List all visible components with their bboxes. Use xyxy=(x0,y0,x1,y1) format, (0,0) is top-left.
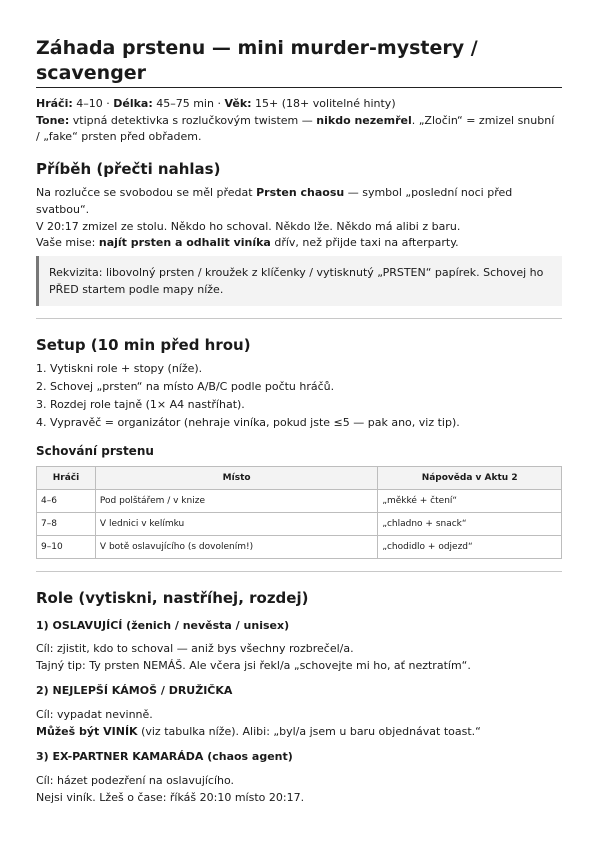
role-2-title: 2) NEJLEPŠÍ KÁMOŠ / DRUŽIČKA xyxy=(36,684,233,697)
story-line-4 xyxy=(36,234,459,251)
story-l1-b: — symbol „poslední noci před xyxy=(344,186,513,199)
role-3-line-2: Nejsi viník. Lžeš o čase: říkáš 20:10 místo 20:17. xyxy=(36,791,305,804)
role-2-bold: Můžeš být VINÍK xyxy=(36,725,138,738)
table-cell: 9–10 xyxy=(37,536,96,559)
table-row xyxy=(37,490,562,513)
table-row xyxy=(37,513,562,536)
role-3-title: 3) EX-PARTNER KAMARÁDA (chaos agent) xyxy=(36,750,293,763)
table-cell: Pod polštářem / v knize xyxy=(95,490,377,513)
meta-line xyxy=(36,95,396,112)
role-1-line-2: Tajný tip: Ty prsten NEMÁŠ. Ale včera jsi řekl/a „schovejte mi ho, ať neztratím“. xyxy=(36,659,471,672)
role-3-line-1: Cíl: házet podezření na oslavujícího. xyxy=(36,774,235,787)
props-callout xyxy=(36,256,562,306)
table-cell: V botě oslavujícího (s dovolením!) xyxy=(95,536,377,559)
setup-step: 4. Vypravěč = organizátor (nehraje viníka, pokud jste ≤5 — pak ano, viz tip). xyxy=(36,416,460,429)
section-divider xyxy=(36,571,562,572)
story-l4-b: dřív, než přijde taxi na afterparty. xyxy=(270,236,459,249)
story-line-2: svatbou“. xyxy=(36,203,90,216)
table-cell: V lednici v kelímku xyxy=(95,513,377,536)
story-l1-a: Na rozlučce se svobodou se měl předat xyxy=(36,186,257,199)
role-1-line-1: Cíl: zjistit, kdo to schoval — aniž bys všechny rozbrečel/a. xyxy=(36,642,354,655)
hiding-table xyxy=(36,466,562,559)
section-divider xyxy=(36,318,562,319)
callout-line-2: PŘED startem podle mapy níže. xyxy=(49,283,224,296)
column-header: Nápověda v Aktu 2 xyxy=(378,467,562,490)
title-divider xyxy=(36,87,562,88)
column-header: Hráči xyxy=(37,467,96,490)
tone-line xyxy=(36,112,554,129)
tone-text-a: vtipná detektivka s rozlučkovým twistem — xyxy=(69,114,317,127)
roles-heading: Role (vytiskni, nastříhej, rozdej) xyxy=(36,589,309,607)
column-header: Místo xyxy=(95,467,377,490)
story-l4-bold: najít prsten a odhalit viníka xyxy=(98,236,271,249)
length-value: 45–75 min · xyxy=(152,97,225,110)
hide-heading: Schování prstenu xyxy=(36,444,154,458)
story-heading: Příběh (přečti nahlas) xyxy=(36,160,221,178)
page-title: Záhada prstenu — mini murder-mystery / scavenger xyxy=(36,37,478,84)
role-2-line-2 xyxy=(36,723,481,740)
role-1-title: 1) OSLAVUJÍCÍ (ženich / nevěsta / unisex) xyxy=(36,619,290,632)
length-label: Délka: xyxy=(113,97,153,110)
tone-text-b: . „Zločin“ = zmizel snubní xyxy=(411,114,555,127)
callout-line-1: Rekvizita: libovolný prsten / kroužek z klíčenky / vytisknutý „PRSTEN“ papírek. Schovej ho xyxy=(49,266,544,279)
tone-line-2: / „fake“ prsten před obřadem. xyxy=(36,130,202,143)
tone-bold: nikdo nezemřel xyxy=(316,114,412,127)
table-cell: „měkké + čtení“ xyxy=(378,490,562,513)
players-value: 4–10 · xyxy=(72,97,114,110)
story-line-1 xyxy=(36,184,512,201)
role-2-line-1: Cíl: vypadat nevinně. xyxy=(36,708,153,721)
table-cell: 7–8 xyxy=(37,513,96,536)
tone-label: Tone: xyxy=(36,114,70,127)
players-label: Hráči: xyxy=(36,97,73,110)
story-l4-a: Vaše mise: xyxy=(36,236,99,249)
story-line-3: V 20:17 zmizel ze stolu. Někdo ho schoval. Někdo lže. Někdo má alibi z baru. xyxy=(36,220,461,233)
story-l1-bold: Prsten chaosu xyxy=(256,186,345,199)
setup-step: 1. Vytiskni role + stopy (níže). xyxy=(36,362,203,375)
setup-step: 2. Schovej „prsten“ na místo A/B/C podle počtu hráčů. xyxy=(36,380,335,393)
table-header-row xyxy=(37,467,562,490)
table-row xyxy=(37,536,562,559)
table-cell: „chladno + snack“ xyxy=(378,513,562,536)
age-value: 15+ (18+ volitelné hinty) xyxy=(251,97,396,110)
age-label: Věk: xyxy=(224,97,252,110)
role-2-rest: (viz tabulka níže). Alibi: „byl/a jsem u baru objednávat toast.“ xyxy=(137,725,481,738)
setup-step: 3. Rozdej role tajně (1× A4 nastříhat). xyxy=(36,398,245,411)
setup-heading: Setup (10 min před hrou) xyxy=(36,336,251,354)
table-cell: 4–6 xyxy=(37,490,96,513)
table-cell: „chodidlo + odjezd“ xyxy=(378,536,562,559)
